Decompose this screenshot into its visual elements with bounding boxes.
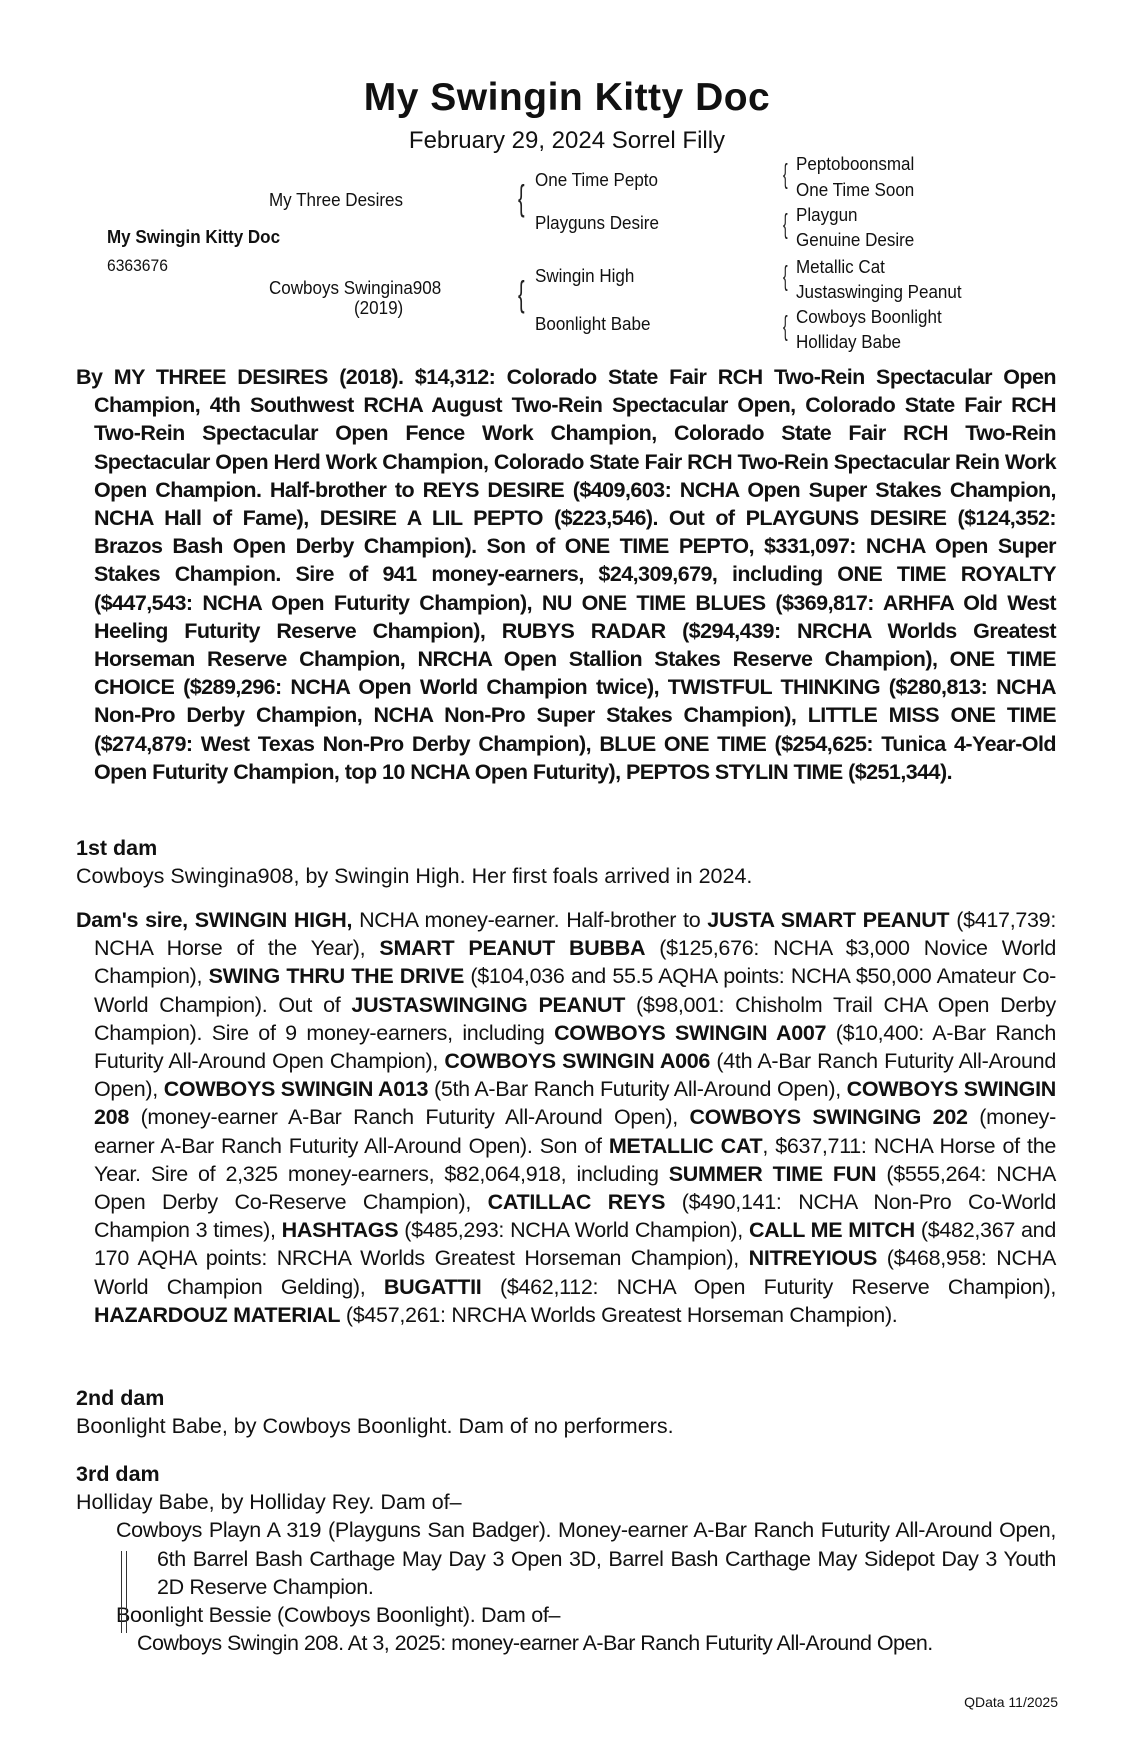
bold-horse-name: SUMMER TIME FUN [668,1161,877,1186]
pedigree-sire: My Three Desires [269,189,404,210]
second-dam-heading: 2nd dam [76,1386,165,1410]
bold-horse-name: COWBOYS SWINGIN 208 [94,1077,1057,1130]
bold-horse-name: CALL ME MITCH [748,1218,915,1243]
brace-icon: { [783,208,788,239]
pedigree-reg-number: 6363676 [107,256,168,275]
page-title: My Swingin Kitty Doc [363,76,771,119]
bold-horse-name: NITREYIOUS [748,1246,878,1271]
dams-sire-paragraph [76,906,1056,1329]
brace-icon: { [783,310,788,341]
pedigree-dam-dam: Boonlight Babe [535,313,651,334]
bold-horse-name: Dam's sire, [76,908,195,932]
text-segment: (4th A-Bar Ranch Futurity All-Around Open), [94,1049,1056,1102]
pedigree-sire-dam: Playguns Desire [535,212,659,233]
bold-horse-name: METALLIC CAT [608,1133,763,1158]
third-dam-heading: 3rd dam [76,1462,160,1486]
dams-sire-section [76,906,1056,1329]
text-segment: ($462,112: NCHA Open Futurity Reserve Champion), [481,1274,1056,1299]
text-segment: (money-earner A-Bar Ranch Futurity All-Around Open). Son of [94,1105,1056,1158]
text-segment: (money-earner A-Bar Ranch Futurity All-Around Open), [128,1105,690,1130]
bold-horse-name: HAZARDOUZ MATERIAL [94,1302,341,1327]
bold-horse-name: COWBOYS SWINGING 202 [689,1105,968,1130]
pedigree-dam-sire: Swingin High [535,265,635,286]
first-dam-text: Cowboys Swingina908, by Swingin High. Her first foals arrived in 2024. [76,864,753,889]
text-segment: ($125,676: NCHA $3,000 Novice World Champion), [94,936,1056,989]
text-segment: (5th A-Bar Ranch Futurity All-Around Open), [428,1077,847,1102]
pedigree-subject: My Swingin Kitty Doc [107,226,281,247]
text-segment: ($98,001: Chisholm Trail CHA Open Derby Champion). Sire of 9 money-earners, including [94,992,1056,1045]
first-dam-section [76,834,1056,890]
text-segment: ($482,367 and 170 AQHA points: NRCHA Worlds Greatest Horseman Champion), [94,1218,1056,1271]
pedigree-ggp: Peptoboonsmal [796,153,915,174]
third-dam-section [76,1460,1056,1657]
brace-icon: { [518,273,525,314]
third-dam-produce-2-foal: Cowboys Swingin 208. At 3, 2025: money-earner A-Bar Ranch Futurity All-Around Open. [137,1631,933,1656]
text-segment: ($468,958: NCHA World Champion Gelding), [94,1246,1057,1299]
text-segment: , $637,711: NCHA Horse of the Year. Sire of 2,325 money-earners, $82,064,918, including [94,1133,1057,1186]
footer-credit: QData 11/2025 [964,1694,1058,1710]
bold-horse-name: SMART PEANUT BUBBA [379,936,646,961]
bold-horse-name: COWBOYS SWINGIN A007 [554,1020,827,1045]
bold-horse-name: CATILLAC REYS [487,1190,666,1215]
pedigree-ggp: Holliday Babe [796,331,902,352]
third-dam-text: Holliday Babe, by Holliday Rey. Dam of– [76,1490,462,1515]
text-segment: ($104,036 and 55.5 AQHA points: NCHA $50,000 Amateur Co-World Champion). Out of [94,964,1056,1017]
bold-horse-name: BUGATTII [383,1274,482,1299]
pedigree-sire-sire: One Time Pepto [535,169,658,190]
pedigree-ggp: Metallic Cat [796,256,885,277]
first-dam-heading: 1st dam [76,836,158,860]
brace-icon: { [783,260,788,291]
sire-paragraph: By MY THREE DESIRES (2018). $14,312: Colorado State Fair RCH Two-Rein Spectacular Open Champion, 4th Southwest RCHA August Two-Rein Spectacular Open, Colorado State Fair RCH Two-Rein Spectacular Open Fence Work Champion, Colorado State Fair RCH Two-Rein Spectacular Open Herd Work Champion, Colorado State Fair RCH Two-Rein Spectacular Rein Work Open Champion. Half-brother to REYS DESIRE ($409,603: NCHA Open Super Stakes Champion, NCHA Hall of Fame), DESIRE A LIL PEPTO ($223,546). Out of PLAYGUNS DESIRE ($124,352: Brazos Bash Open Derby Champion). Son of ONE TIME PEPTO, $331,097: NCHA Open Super Stakes Champion. Sire of 941 money-earners, $24,309,679, including ONE TIME ROYALTY ($447,543: NCHA Open Futurity Champion), NU ONE TIME BLUES ($369,817: ARHFA Old West Heeling Futurity Reserve Champion), RUBYS RADAR ($294,439: NRCHA Worlds Greatest Horseman Reserve Champion, NRCHA Open Stallion Stakes Reserve Champion), ONE TIME CHOICE ($289,296: NCHA Open World Champion twice), TWISTFUL THINKING ($280,813: NCHA Non-Pro Derby Champion, NCHA Non-Pro Super Stakes Champion), LITTLE MISS ONE TIME ($274,879: West Texas Non-Pro Derby Champion), BLUE ONE TIME ($254,625: Tunica 4-Year-Old Open Futurity Champion, top 10 NCHA Open Futurity), PEPTOS STYLIN TIME ($251,344). [76,365,1056,784]
pedigree-ggp: Genuine Desire [796,229,915,250]
bold-horse-name: COWBOYS SWINGIN A006 [444,1049,711,1074]
text-segment: ($10,400: A-Bar Ranch Futurity All-Around Open Champion), [94,1020,1056,1074]
second-dam-section [76,1384,1056,1440]
text-segment: ($555,264: NCHA Open Derby Co-Reserve Champion), [94,1161,1057,1215]
produce-bar-icon [121,1551,127,1633]
bold-horse-name: JUSTASWINGING PEANUT [351,992,626,1017]
text-segment: ($485,293: NCHA World Champion), [398,1218,749,1243]
page-subtitle: February 29, 2024 Sorrel Filly [408,127,726,154]
text-segment: NCHA money-earner. Half-brother to [352,908,708,932]
sire-section [76,363,1056,786]
third-dam-produce-1: Cowboys Playn A 319 (Playguns San Badger). Money-earner A-Bar Ranch Futurity All-Around Open, 6th Barrel Bash Carthage May Day 3 Open 3D, Barrel Bash Carthage May Sidepot Day 3 Youth 2D Reserve Champion. [116,1518,1056,1599]
brace-icon: { [518,177,525,218]
brace-icon: { [783,158,788,189]
bold-horse-name: JUSTA SMART PEANUT [707,908,950,932]
bold-horse-name: SWING THRU THE DRIVE [208,964,464,989]
pedigree-dam: Cowboys Swingina908 [269,277,442,298]
bold-horse-name: HASHTAGS [281,1218,399,1243]
text-segment: ($490,141: NCHA Non-Pro Co-World Champion 3 times), [94,1190,1057,1243]
pedigree-ggp: Cowboys Boonlight [796,306,942,327]
pedigree-dam-year: (2019) [354,297,404,318]
bold-horse-name: COWBOYS SWINGIN A013 [163,1077,429,1102]
second-dam-text: Boonlight Babe, by Cowboys Boonlight. Dam of no performers. [76,1414,674,1439]
bold-horse-name: SWINGIN HIGH, [194,908,353,932]
text-segment: ($457,261: NRCHA Worlds Greatest Horseman Champion). [340,1302,898,1327]
pedigree-ggp: Playgun [796,204,858,225]
pedigree-ggp: One Time Soon [796,179,915,200]
third-dam-produce-2: Boonlight Bessie (Cowboys Boonlight). Dam of– [116,1603,561,1628]
pedigree-ggp: Justaswinging Peanut [796,281,962,302]
text-segment: ($417,739: NCHA Horse of the Year), [94,908,1057,961]
